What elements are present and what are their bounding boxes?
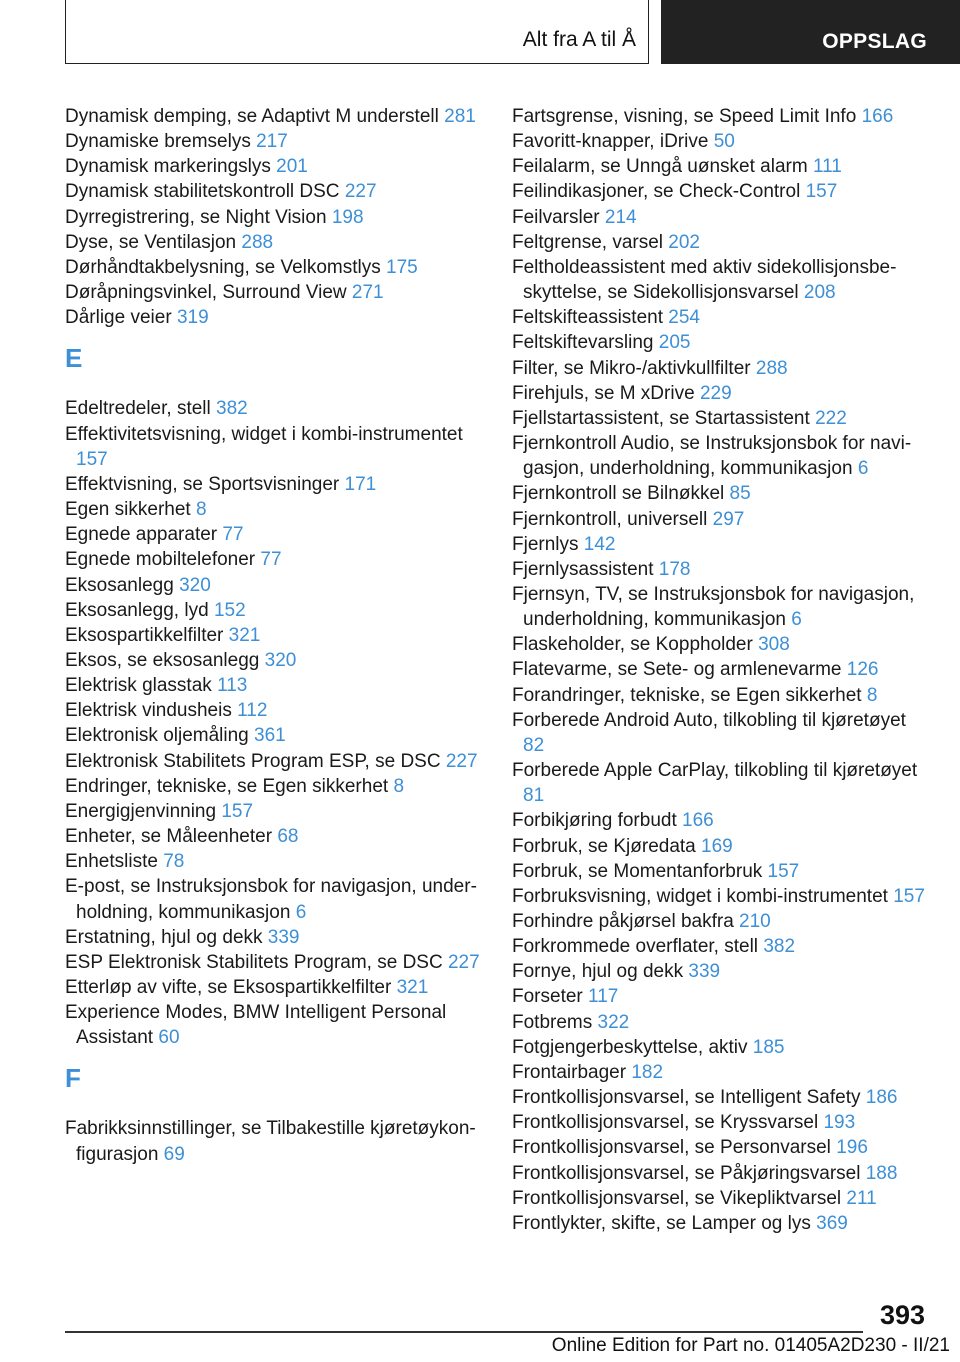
index-page-link[interactable]: 193 <box>823 1112 856 1134</box>
index-entry-text: Fjellstartassistent, se Startassistent <box>512 407 810 429</box>
index-entry <box>512 154 932 179</box>
index-page-link[interactable]: 157 <box>76 448 108 470</box>
index-entry-text: Dyse, se Ventilasjon <box>65 231 237 253</box>
index-entry <box>512 1161 932 1186</box>
index-entry-text: Fartsgrense, visning, se Speed Limit Info <box>512 106 857 127</box>
index-entry <box>512 582 932 632</box>
index-page-link[interactable]: 320 <box>179 574 211 596</box>
index-page-link[interactable]: 68 <box>277 826 299 848</box>
index-entry <box>65 104 485 129</box>
section-tab[interactable] <box>661 0 960 64</box>
index-entry <box>65 255 485 280</box>
index-page-link[interactable]: 322 <box>597 1011 630 1033</box>
index-entry-text: Døråpningsvinkel, Surround View <box>65 282 347 304</box>
index-entry <box>65 129 485 154</box>
index-page-link[interactable]: 208 <box>803 282 836 304</box>
index-entry-text: Feltgrense, varsel <box>512 231 664 253</box>
index-page-link[interactable]: 361 <box>254 725 286 747</box>
index-entry-text: E-post, se Instruksjonsbok for navigasjon, underholdning, kommunikasjon <box>65 876 477 923</box>
index-entry-text: Forbruksvisning, widget i kombi-instrumentet <box>512 885 888 907</box>
header-box <box>65 0 649 64</box>
index-entry <box>65 799 485 824</box>
index-entry-text: Forseter <box>512 986 583 1008</box>
index-page-link[interactable]: 77 <box>222 524 244 546</box>
index-entry <box>65 598 485 623</box>
index-entry <box>65 422 485 472</box>
index-page-link[interactable]: 8 <box>866 684 878 706</box>
index-entry-text: Fornye, hjul og dekk <box>512 961 684 983</box>
index-letter-heading: F <box>65 1063 81 1094</box>
index-page-link[interactable]: 214 <box>604 206 637 228</box>
index-page-link[interactable]: 382 <box>763 936 796 958</box>
index-entry-text: Elektronisk Stabilitets Program ESP, se DSC <box>65 750 441 772</box>
index-entry <box>512 984 932 1009</box>
index-page-link[interactable]: 201 <box>276 156 308 178</box>
index-entry <box>512 884 932 909</box>
index-entry-text: Fjernkontroll, universell <box>512 508 708 530</box>
index-page-link[interactable]: 81 <box>523 785 545 807</box>
index-entry-text: Forandringer, tekniske, se Egen sikkerhet <box>512 684 862 706</box>
index-entry <box>512 683 932 708</box>
index-page-link[interactable]: 297 <box>712 508 745 530</box>
index-entry <box>512 758 932 808</box>
index-page-link[interactable]: 6 <box>857 458 869 480</box>
index-page-link[interactable]: 117 <box>588 986 619 1008</box>
index-page-link[interactable]: 321 <box>396 977 429 998</box>
index-page-link[interactable]: 369 <box>816 1212 848 1234</box>
index-page-link[interactable]: 382 <box>216 398 248 420</box>
index-entry <box>512 305 932 330</box>
footer-edition: Online Edition for Part no. 01405A2D230 - II/21 <box>551 1335 950 1356</box>
index-entry <box>65 673 485 698</box>
index-entry-text: Fjernsyn, TV, se Instruksjonsbok for navigasjon, underholdning, kommunikasjon <box>512 583 915 631</box>
index-entry <box>512 808 932 833</box>
index-page-link[interactable]: 202 <box>668 231 700 253</box>
index-entry-text: Effektvisning, se Sportsvisninger <box>65 473 340 495</box>
index-entry-text: Enhetsliste <box>65 851 158 873</box>
index-column-left <box>65 104 485 1167</box>
index-entry <box>512 179 932 204</box>
index-page-link[interactable]: 157 <box>805 181 838 203</box>
page-number: 393 <box>880 1300 926 1330</box>
index-entry <box>65 950 485 975</box>
index-entry <box>65 723 485 748</box>
index-entry-text: Feilvarsler <box>512 206 600 228</box>
index-page-link[interactable]: 78 <box>163 851 185 873</box>
index-page-link[interactable]: 77 <box>260 549 282 571</box>
index-entry <box>512 834 932 859</box>
index-page-link[interactable]: 217 <box>256 131 288 153</box>
index-entry-text: Experience Modes, BMW Intelligent Personal Assistant <box>65 1002 447 1049</box>
index-page-link[interactable]: 6 <box>791 609 802 631</box>
index-entry-text: Frontlykter, skifte, se Lamper og lys <box>512 1212 811 1234</box>
index-page-link[interactable]: 85 <box>729 483 751 505</box>
index-page-link[interactable]: 60 <box>158 1027 180 1049</box>
index-page-link[interactable]: 178 <box>658 558 691 580</box>
index-entry-text: Eksos, se eksosanlegg <box>65 649 260 671</box>
index-entry-text: Dynamiske bremselys <box>65 131 251 153</box>
index-entry-text: Fabrikksinnstillinger, se Tilbakestille kjøretøykonfigurasjon <box>65 1118 476 1165</box>
index-page-link[interactable]: 171 <box>344 473 377 495</box>
index-entry <box>512 1010 932 1035</box>
index-entry <box>512 1211 932 1236</box>
index-page-link[interactable]: 198 <box>331 206 364 228</box>
index-entry-text: Edeltredeler, stell <box>65 398 211 420</box>
index-entry <box>512 1085 932 1110</box>
index-entry <box>65 824 485 849</box>
index-entry <box>65 230 485 255</box>
index-entry-text: Fjernkontroll Audio, se Instruksjonsbok for navigasjon, underholdning, kommunikasjon <box>512 433 912 480</box>
index-entry-text: Etterløp av vifte, se Eksospartikkelfilter <box>65 977 392 998</box>
index-page-link[interactable]: 6 <box>295 901 307 923</box>
index-entry <box>65 925 485 950</box>
index-entry <box>512 859 932 884</box>
index-entry <box>65 396 485 421</box>
index-entry-text: Fjernlys <box>512 533 579 555</box>
index-page-link[interactable]: 254 <box>668 307 700 329</box>
index-entry <box>65 280 485 305</box>
index-entry-text: Frontkollisjonsvarsel, se Vikepliktvarsel <box>512 1187 842 1209</box>
index-entry <box>512 230 932 255</box>
index-entry-text: Firehjuls, se M xDrive <box>512 382 695 404</box>
index-page-link[interactable]: 69 <box>163 1143 185 1165</box>
index-page-link[interactable]: 222 <box>815 407 847 429</box>
index-page-link[interactable]: 321 <box>228 624 261 646</box>
index-entry-text: Filter, se Mikro-/aktivkullfilter <box>512 357 751 379</box>
index-column-right <box>512 104 932 1236</box>
index-entry <box>65 648 485 673</box>
index-entry-text: Effektivitetsvisning, widget i kombi-instrumentet <box>65 423 463 445</box>
index-entry <box>512 1060 932 1085</box>
index-entry-text: Fotbrems <box>512 1011 593 1033</box>
index-entry-text: Feltholdeassistent med aktiv sidekollisjonsbeskyttelse, se Sidekollisjonsvarsel <box>512 256 897 304</box>
index-entry-text: Eksospartikkelfilter <box>65 624 224 646</box>
index-entry <box>65 849 485 874</box>
index-entry-text: Egnede apparater <box>65 524 218 546</box>
index-entry-text: Flaskeholder, se Koppholder <box>512 634 753 656</box>
index-page-link[interactable]: 211 <box>846 1187 877 1209</box>
index-page-link[interactable]: 157 <box>893 885 925 907</box>
index-entry-text: Endringer, tekniske, se Egen sikkerhet <box>65 775 389 797</box>
index-entry <box>512 507 932 532</box>
index-page-link[interactable]: 227 <box>344 181 377 203</box>
index-page-link[interactable]: 169 <box>701 835 733 857</box>
index-entry <box>65 497 485 522</box>
index-entry-text: Feilalarm, se Unngå uønsket alarm <box>512 156 808 178</box>
index-entry <box>512 959 932 984</box>
index-entry <box>512 557 932 582</box>
index-page-link[interactable]: 157 <box>221 800 254 822</box>
index-page-link[interactable]: 339 <box>688 961 721 983</box>
index-entry-text: Dynamisk stabilitetskontroll DSC <box>65 181 340 203</box>
index-entry-text: Forberede Apple CarPlay, tilkobling til kjøretøyet <box>512 760 918 782</box>
index-entry <box>512 330 932 355</box>
index-entry <box>65 623 485 648</box>
index-entry-text: Frontkollisjonsvarsel, se Kryssvarsel <box>512 1112 819 1134</box>
index-entry <box>512 532 932 557</box>
index-entry-text: Forbruk, se Momentanforbruk <box>512 860 763 882</box>
index-entry-text: Favoritt-knapper, iDrive <box>512 131 709 153</box>
index-page-link[interactable]: 166 <box>861 106 894 127</box>
index-entry-text: Flatevarme, se Sete- og armlenevarme <box>512 659 842 681</box>
index-entry <box>512 657 932 682</box>
index-entry-text: Dårlige veier <box>65 307 172 329</box>
index-entry-text: Forbruk, se Kjøredata <box>512 835 696 857</box>
index-page-link[interactable]: 8 <box>393 775 405 797</box>
index-entry <box>65 749 485 774</box>
index-entry <box>65 698 485 723</box>
index-entry-text: Fotgjengerbeskyttelse, aktiv <box>512 1036 748 1058</box>
index-entry <box>65 154 485 179</box>
index-entry-text: Elektrisk vindusheis <box>65 700 232 722</box>
index-page-link[interactable]: 50 <box>713 131 735 153</box>
index-page-link[interactable]: 281 <box>444 106 476 127</box>
index-page-link[interactable]: 320 <box>264 649 297 671</box>
index-entry-text: Forhindre påkjørsel bakfra <box>512 911 734 932</box>
index-page-link[interactable]: 271 <box>351 282 384 304</box>
index-page-link[interactable]: 126 <box>846 659 879 681</box>
index-entry <box>512 909 932 934</box>
index-page-link[interactable]: 288 <box>755 357 788 379</box>
index-entry-text: Frontairbager <box>512 1061 627 1083</box>
index-entry <box>512 1186 932 1211</box>
index-entry <box>65 1116 485 1166</box>
index-entry <box>512 255 932 305</box>
index-entry-text: Frontkollisjonsvarsel, se Personvarsel <box>512 1137 831 1159</box>
index-entry <box>65 205 485 230</box>
index-entry-text: Erstatning, hjul og dekk <box>65 926 263 948</box>
index-entry-text: Enheter, se Måleenheter <box>65 826 273 848</box>
index-entry <box>65 179 485 204</box>
footer-divider <box>65 1331 863 1333</box>
index-entry <box>512 1110 932 1135</box>
index-entry-text: Feilindikasjoner, se Check-Control <box>512 181 801 203</box>
index-page-link[interactable]: 182 <box>631 1061 664 1083</box>
index-entry-text: Egen sikkerhet <box>65 499 191 521</box>
index-page-link[interactable]: 111 <box>812 156 842 178</box>
index-entry <box>65 305 485 330</box>
index-entry-text: Fjernkontroll se Bilnøkkel <box>512 483 725 505</box>
index-entry <box>512 1135 932 1160</box>
index-entry-text: Dørhåndtakbelysning, se Velkomstlys <box>65 256 381 278</box>
index-letter-heading: E <box>65 343 83 374</box>
index-page-link[interactable]: 196 <box>836 1137 868 1159</box>
index-entry <box>65 472 485 497</box>
index-entry <box>512 129 932 154</box>
section-tab-label: OPPSLAG <box>822 30 927 53</box>
index-entry-text: Eksosanlegg, lyd <box>65 599 209 621</box>
index-entry-text: Frontkollisjonsvarsel, se Intelligent Safety <box>512 1087 861 1109</box>
index-entry <box>65 774 485 799</box>
index-page-link[interactable]: 185 <box>752 1036 785 1058</box>
index-page-link[interactable]: 8 <box>195 499 207 521</box>
index-page-link[interactable]: 205 <box>658 332 691 354</box>
index-entry <box>65 573 485 598</box>
index-entry-text: Dynamisk markeringslys <box>65 156 271 178</box>
index-entry-text: Energigjenvinning <box>65 800 217 822</box>
index-entry-text: Forbikjøring forbudt <box>512 810 677 832</box>
index-entry <box>512 431 932 481</box>
index-entry <box>512 406 932 431</box>
index-page-link[interactable]: 308 <box>758 634 790 656</box>
index-page-link[interactable]: 166 <box>682 810 714 832</box>
index-entry-text: Forkrommede overflater, stell <box>512 936 759 958</box>
header-title: Alt fra A til Å <box>522 28 636 51</box>
index-page-link[interactable]: 227 <box>445 750 478 772</box>
index-entry-text: Feltskiftevarsling <box>512 332 654 354</box>
index-entry <box>512 1035 932 1060</box>
index-entry <box>65 874 485 924</box>
index-page-link[interactable]: 319 <box>176 307 209 329</box>
index-page-link[interactable]: 142 <box>583 533 616 555</box>
index-entry <box>512 708 932 758</box>
index-entry-text: Dyrregistrering, se Night Vision <box>65 206 327 228</box>
index-entry-text: Elektrisk glasstak <box>65 675 212 697</box>
index-entry <box>512 356 932 381</box>
index-page-link[interactable]: 339 <box>267 926 300 948</box>
index-entry-text: Feltskifteassistent <box>512 307 663 329</box>
index-page-link[interactable]: 112 <box>237 700 268 722</box>
index-entry <box>65 522 485 547</box>
index-entry-text: Egnede mobiltelefoner <box>65 549 256 571</box>
index-page-link[interactable]: 157 <box>767 860 800 882</box>
index-entry <box>512 481 932 506</box>
index-entry <box>512 934 932 959</box>
index-entry-text: Forberede Android Auto, tilkobling til kjøretøyet <box>512 709 906 731</box>
index-page-link[interactable]: 113 <box>217 675 248 697</box>
index-page-link[interactable]: 229 <box>699 382 732 404</box>
index-page-link[interactable]: 227 <box>447 951 480 973</box>
index-entry <box>65 547 485 572</box>
index-entry-text: Elektronisk oljemåling <box>65 725 249 747</box>
index-entry <box>512 205 932 230</box>
index-page-link[interactable]: 210 <box>739 911 771 932</box>
index-entry <box>512 381 932 406</box>
index-entry <box>65 975 485 1000</box>
index-entry-text: ESP Elektronisk Stabilitets Program, se DSC <box>65 951 443 973</box>
index-page-link[interactable]: 188 <box>865 1162 898 1184</box>
index-entry <box>65 1000 485 1050</box>
index-page-link[interactable]: 82 <box>523 734 545 756</box>
index-page-link[interactable]: 288 <box>241 231 274 253</box>
index-entry-text: Fjernlysassistent <box>512 558 654 580</box>
index-page-link[interactable]: 152 <box>213 599 246 621</box>
index-entry-text: Eksosanlegg <box>65 574 174 596</box>
index-entry <box>512 104 932 129</box>
index-page-link[interactable]: 175 <box>386 256 418 278</box>
index-entry-text: Dynamisk demping, se Adaptivt M understell <box>65 106 439 127</box>
index-entry <box>512 632 932 657</box>
index-page-link[interactable]: 186 <box>865 1087 898 1109</box>
index-entry-text: Frontkollisjonsvarsel, se Påkjøringsvarsel <box>512 1162 861 1184</box>
